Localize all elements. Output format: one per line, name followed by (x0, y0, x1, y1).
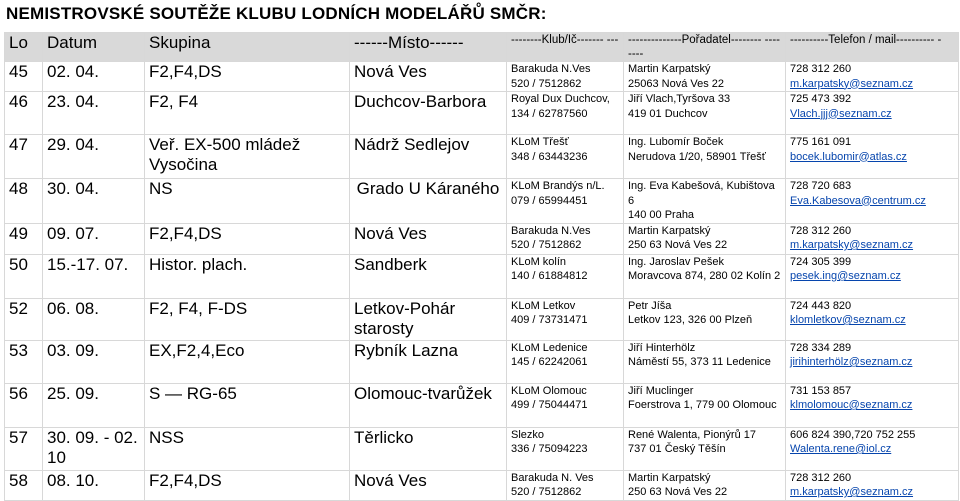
row-club (507, 179, 624, 224)
club-registration-code: 520 / 7512862 (511, 486, 582, 498)
organizer-name: Martin Karpatský (628, 63, 711, 75)
row-contact (786, 427, 959, 470)
organizer-name: Martin Karpatský (628, 471, 711, 484)
club-registration-code: 499 / 75044471 (511, 399, 588, 411)
contact-email-link[interactable]: Walenta.rene@iol.cz (790, 443, 892, 455)
row-club (507, 427, 624, 470)
contact-phone: 728 334 289 (790, 341, 852, 354)
row-group: F2, F4, F-DS (145, 298, 350, 340)
row-contact (786, 92, 959, 135)
row-date: 03. 09. (43, 340, 145, 383)
row-organizer (624, 135, 786, 179)
organizer-name: Ing. Eva Kabešová, Kubištova 6 (628, 180, 775, 207)
row-organizer (624, 254, 786, 298)
club-name: Barakuda N.Ves (511, 63, 591, 75)
row-date: 23. 04. (43, 92, 145, 135)
row-date: 25. 09. (43, 383, 145, 427)
row-organizer (624, 470, 786, 500)
organizer-name: René Walenta, Pionýrů 17 (628, 428, 756, 441)
contact-phone: 728 312 260 (790, 224, 852, 237)
organizer-address: 419 01 Duchcov (628, 107, 708, 120)
row-lo: 46 (5, 92, 43, 135)
organizer-address: Letkov 123, 326 00 Plzeň (628, 314, 753, 326)
contact-email-link[interactable]: pesek.ing@seznam.cz (790, 270, 901, 282)
contact-email-link[interactable]: m.karpatsky@seznam.cz (790, 239, 914, 251)
contact-phone: 606 824 390,720 752 255 (790, 428, 916, 441)
table-row (5, 340, 959, 383)
club-registration-code: 520 / 7512862 (511, 77, 582, 90)
row-organizer (624, 427, 786, 470)
row-contact (786, 254, 959, 298)
club-name: KLoM Letkov (511, 299, 576, 312)
club-registration-code: 079 / 65994451 (511, 194, 588, 207)
row-organizer (624, 179, 786, 224)
club-name: Royal Dux Duchcov, (511, 93, 610, 105)
row-contact (786, 179, 959, 224)
table-header-row (5, 33, 959, 62)
row-organizer (624, 298, 786, 340)
organizer-address: Nerudova 1/20, 58901 Třešť (628, 150, 766, 163)
table-row (5, 135, 959, 179)
row-place: Nová Ves (350, 62, 507, 92)
row-place: Duchcov-Barbora (350, 92, 507, 135)
organizer-name: Jiří Muclinger (628, 384, 694, 397)
contact-phone: 725 473 392 (790, 93, 852, 105)
table-row (5, 427, 959, 470)
row-place: Grado U Káraného (350, 179, 507, 224)
organizer-name: Jiří Hinterhölz (628, 341, 696, 354)
contact-email-link[interactable]: m.karpatsky@seznam.cz (790, 77, 914, 90)
organizer-name: Petr Jíša (628, 299, 672, 312)
contact-email-link[interactable]: Eva.Kabesova@centrum.cz (790, 194, 926, 207)
col-header-place: ------Místo------ (350, 33, 507, 62)
col-header-group: Skupina (145, 33, 350, 62)
club-name: Barakuda N. Ves (511, 471, 594, 484)
club-registration-code: 348 / 63443236 (511, 150, 588, 163)
row-organizer (624, 223, 786, 254)
row-group: F2,F4,DS (145, 470, 350, 500)
col-header-date: Datum (43, 33, 145, 62)
table-row (5, 223, 959, 254)
club-name: KLoM Brandýs n/L. (511, 180, 605, 192)
row-place: Nádrž Sedlejov (350, 135, 507, 179)
contact-phone: 724 443 820 (790, 299, 852, 312)
row-date: 02. 04. (43, 62, 145, 92)
row-lo: 49 (5, 223, 43, 254)
row-organizer (624, 383, 786, 427)
row-club (507, 298, 624, 340)
col-header-contact: ----------Telefon / mail---------- - (786, 33, 959, 62)
col-header-lo: Lo (5, 33, 43, 62)
competition-table (4, 32, 959, 501)
contact-phone: 728 720 683 (790, 180, 852, 192)
row-group: Veř. EX-500 mládež Vysočina (145, 135, 350, 179)
row-place: Sandberk (350, 254, 507, 298)
row-place: Rybník Lazna (350, 340, 507, 383)
club-registration-code: 145 / 62242061 (511, 356, 588, 368)
row-contact (786, 223, 959, 254)
row-lo: 45 (5, 62, 43, 92)
row-date: 30. 04. (43, 179, 145, 224)
contact-phone: 731 153 857 (790, 384, 852, 397)
row-group: EX,F2,4,Eco (145, 340, 350, 383)
row-lo: 56 (5, 383, 43, 427)
club-registration-code: 140 / 61884812 (511, 270, 588, 282)
col-header-club: --------Klub/Ič------- --- (507, 33, 624, 62)
contact-phone: 728 312 260 (790, 471, 852, 484)
col-header-organizer: --------------Pořadatel-------- -------- (624, 33, 786, 62)
contact-phone: 724 305 399 (790, 255, 852, 268)
row-lo: 48 (5, 179, 43, 224)
club-registration-code: 336 / 75094223 (511, 443, 588, 455)
row-place: Letkov-Pohár starosty (350, 298, 507, 340)
club-registration-code: 520 / 7512862 (511, 239, 582, 251)
organizer-address: Náměstí 55, 373 11 Ledenice (628, 356, 771, 368)
organizer-name: Ing. Lubomír Boček (628, 136, 724, 148)
row-lo: 47 (5, 135, 43, 179)
row-date: 09. 07. (43, 223, 145, 254)
row-group: S — RG-65 (145, 383, 350, 427)
row-place: Těrlicko (350, 427, 507, 470)
club-name: KLoM Třešť (511, 136, 569, 148)
row-date: 15.-17. 07. (43, 254, 145, 298)
club-name: KLoM Olomouc (511, 384, 587, 397)
row-lo: 52 (5, 298, 43, 340)
club-registration-code: 134 / 62787560 (511, 107, 588, 120)
contact-email-link[interactable]: jirihinterhölz@seznam.cz (790, 356, 913, 368)
row-group: F2,F4,DS (145, 62, 350, 92)
club-name: Barakuda N.Ves (511, 224, 591, 237)
club-name: KLoM kolín (511, 255, 567, 268)
organizer-address: 737 01 Český Těšín (628, 443, 726, 455)
row-contact (786, 135, 959, 179)
table-row (5, 298, 959, 340)
organizer-address: 140 00 Praha (628, 209, 695, 221)
table-row (5, 470, 959, 500)
row-club (507, 62, 624, 92)
contact-email-link[interactable]: bocek.lubomir@atlas.cz (790, 150, 907, 163)
row-club (507, 383, 624, 427)
row-contact (786, 62, 959, 92)
contact-phone: 728 312 260 (790, 63, 852, 75)
page-title: NEMISTROVSKÉ SOUTĚŽE KLUBU LODNÍCH MODELÁŘŮ SMČR: (6, 4, 547, 23)
organizer-address: Foerstrova 1, 779 00 Olomouc (628, 399, 777, 411)
row-club (507, 223, 624, 254)
club-name: Slezko (511, 428, 545, 441)
organizer-address: 250 63 Nová Ves 22 (628, 486, 728, 498)
row-group: Histor. plach. (145, 254, 350, 298)
row-organizer (624, 340, 786, 383)
row-group: F2,F4,DS (145, 223, 350, 254)
row-club (507, 254, 624, 298)
organizer-address: 25063 Nová Ves 22 (628, 77, 725, 90)
contact-email-link[interactable]: Vlach.jjj@seznam.cz (790, 107, 892, 120)
organizer-name: Martin Karpatský (628, 224, 711, 237)
row-place: Nová Ves (350, 223, 507, 254)
row-contact (786, 470, 959, 500)
row-contact (786, 298, 959, 340)
organizer-name: Jiří Vlach,Tyršova 33 (628, 93, 731, 105)
table-row (5, 383, 959, 427)
table-row (5, 92, 959, 135)
table-row (5, 179, 959, 224)
row-contact (786, 340, 959, 383)
row-lo: 57 (5, 427, 43, 470)
contact-phone: 775 161 091 (790, 136, 852, 148)
row-club (507, 135, 624, 179)
row-group: NSS (145, 427, 350, 470)
row-club (507, 340, 624, 383)
row-date: 06. 08. (43, 298, 145, 340)
table-row (5, 254, 959, 298)
row-organizer (624, 62, 786, 92)
club-name: KLoM Ledenice (511, 341, 588, 354)
row-lo: 50 (5, 254, 43, 298)
row-place: Nová Ves (350, 470, 507, 500)
contact-email-link[interactable]: klomletkov@seznam.cz (790, 314, 906, 326)
row-club (507, 470, 624, 500)
row-organizer (624, 92, 786, 135)
club-registration-code: 409 / 73731471 (511, 314, 588, 326)
organizer-address: Moravcova 874, 280 02 Kolín 2 (628, 270, 781, 282)
contact-email-link[interactable]: klmolomouc@seznam.cz (790, 399, 913, 411)
organizer-address: 250 63 Nová Ves 22 (628, 239, 728, 251)
row-club (507, 92, 624, 135)
organizer-name: Ing. Jaroslav Pešek (628, 255, 724, 268)
row-lo: 53 (5, 340, 43, 383)
row-group: NS (145, 179, 350, 224)
row-group: F2, F4 (145, 92, 350, 135)
row-date: 30. 09. - 02. 10 (43, 427, 145, 470)
table-row (5, 62, 959, 92)
contact-email-link[interactable]: m.karpatsky@seznam.cz (790, 486, 914, 498)
row-lo: 58 (5, 470, 43, 500)
row-date: 08. 10. (43, 470, 145, 500)
row-place: Olomouc-tvarůžek (350, 383, 507, 427)
row-contact (786, 383, 959, 427)
row-date: 29. 04. (43, 135, 145, 179)
